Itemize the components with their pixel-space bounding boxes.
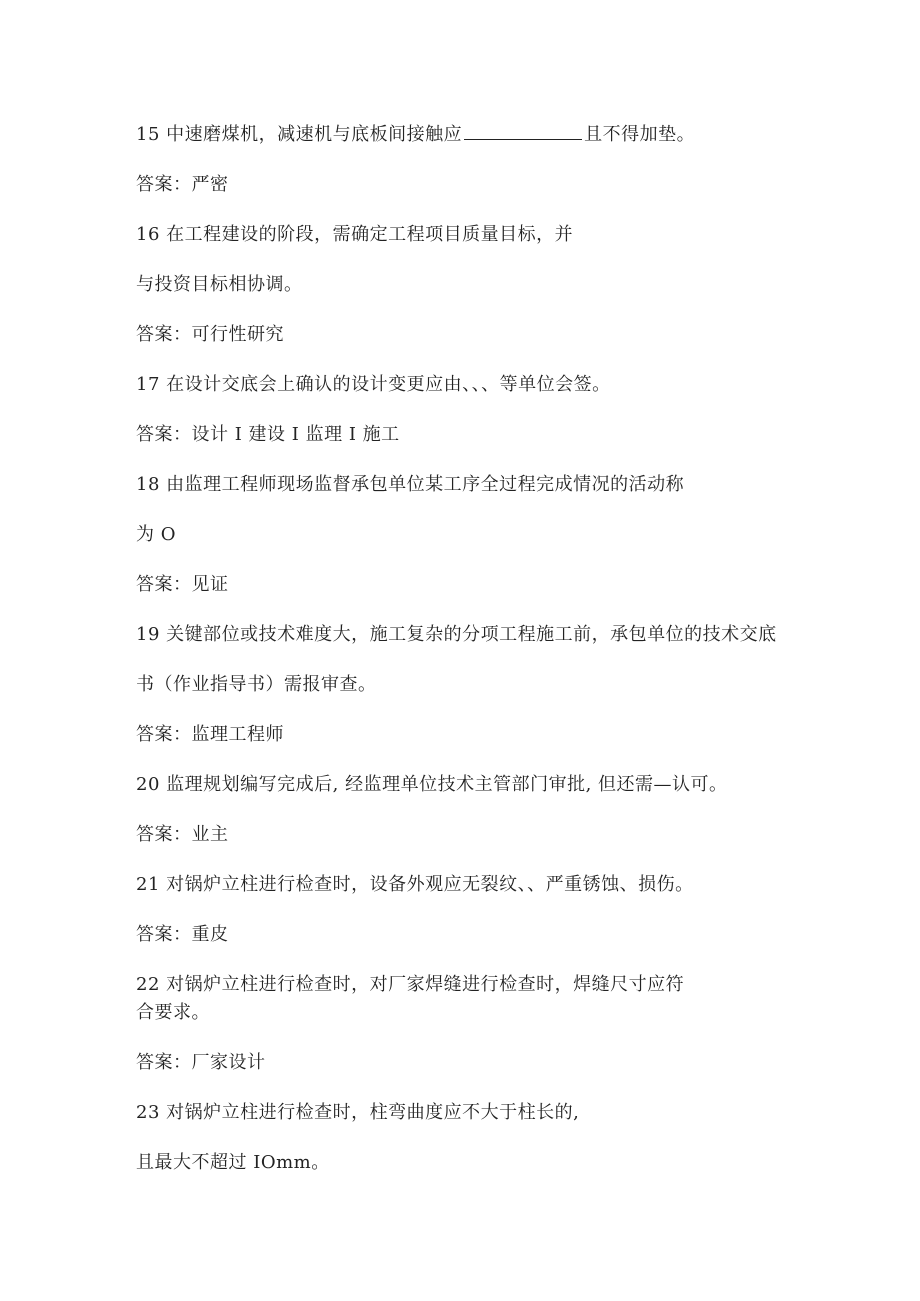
question-17: 17 在设计交底会上确认的设计变更应由、、、等单位会签。: [136, 374, 611, 395]
question-23-line-1: 23 对锅炉立柱进行检查时，柱弯曲度应不大于柱长的,: [136, 1102, 580, 1123]
answer-21: 答案：重皮: [136, 924, 229, 945]
answer-15: 答案：严密: [136, 174, 229, 195]
question-23-line-2: 且最大不超过 IOmm。: [136, 1152, 330, 1173]
answer-17: 答案：设计 I 建设 I 监理 I 施工: [136, 424, 400, 445]
question-16-line-2: 与投资目标相协调。: [136, 274, 303, 295]
question-22-line-1: 22 对锅炉立柱进行检查时，对厂家焊缝进行检查时，焊缝尺寸应符: [136, 974, 685, 995]
question-15: [136, 124, 695, 146]
question-18-line-2: 为 O: [136, 524, 176, 545]
answer-19: 答案：监理工程师: [136, 724, 284, 745]
question-20: 20 监理规划编写完成后, 经监理单位技术主管部门审批, 但还需—认可。: [136, 774, 728, 795]
question-16-line-1: 16 在工程建设的阶段，需确定工程项目质量目标，并: [136, 224, 574, 245]
question-15-text-a: 15 中速磨煤机，减速机与底板间接触应: [136, 124, 463, 145]
question-18-line-1: 18 由监理工程师现场监督承包单位某工序全过程完成情况的活动称: [136, 474, 685, 495]
fill-blank: [464, 124, 582, 140]
answer-22: 答案：厂家设计: [136, 1052, 266, 1073]
question-19-line-1: 19 关键部位或技术难度大，施工复杂的分项工程施工前，承包单位的技术交底: [136, 624, 777, 645]
question-22-line-2: 合要求。: [136, 1002, 210, 1023]
answer-16: 答案：可行性研究: [136, 324, 284, 345]
question-15-text-b: 且不得加垫。: [584, 124, 696, 145]
answer-18: 答案：见证: [136, 574, 229, 595]
question-19-line-2: 书（作业指导书）需报审查。: [136, 674, 377, 695]
question-21: 21 对锅炉立柱进行检查时，设备外观应无裂纹、、严重锈蚀、损伤。: [136, 874, 694, 895]
answer-20: 答案：业主: [136, 824, 229, 845]
